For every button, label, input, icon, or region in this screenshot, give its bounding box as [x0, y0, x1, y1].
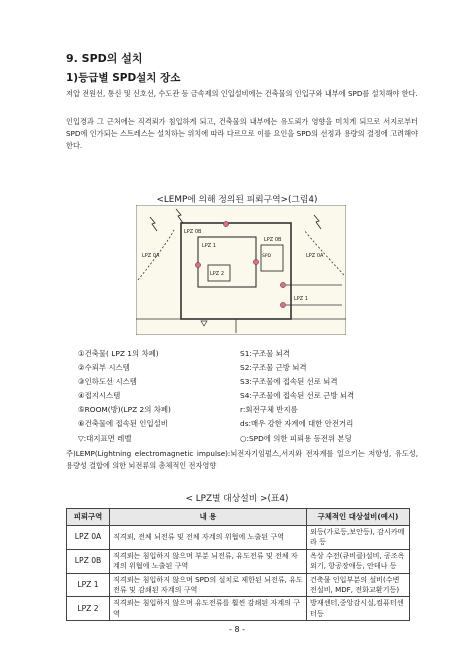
- zone-cell: LPZ 2: [67, 597, 110, 621]
- lpz-label: LPZ 0A: [142, 253, 160, 259]
- column-header: 구체적인 대상설비(예시): [307, 509, 410, 526]
- page-number: - 8 -: [229, 625, 245, 634]
- table-header-row: [67, 509, 410, 526]
- zone-cell: LPZ 0A: [67, 526, 110, 550]
- legend-left: [78, 347, 258, 446]
- lpz-label: LPZ 2: [210, 271, 224, 277]
- section-heading: 9. SPD의 설치: [66, 52, 143, 65]
- legend-item: ds:매우 강한 자계에 대한 안전거리: [240, 419, 354, 429]
- table-caption: < LPZ별 대상설비 >(표4): [185, 494, 289, 504]
- paragraph-body: 인입경과 그 근처에는 직격뢰가 침입하게 되고, 건축물의 내부에는 유도뢰가 영향을 미치게 되므로 서지로부터 SPD에 인가되는 스트레스는 설치하는 위치에 따라 다르므로 이를 요인을 SPD의 선정과 용량의 결정에 고려해야 한다.: [66, 117, 418, 151]
- legend-item: ⑤ROOM(방)(LPZ 2의 차폐): [78, 405, 171, 415]
- table-row: [67, 549, 410, 573]
- table-row: [67, 526, 410, 550]
- legend-right: [240, 347, 410, 446]
- zone-cell: LPZ 0B: [67, 549, 110, 573]
- description-cell: 직격뢰는 침입하지 않으며 유도전류를 훨씬 감쇄된 자계의 구역: [110, 597, 307, 621]
- lpz-label: LPZ 1: [202, 243, 216, 249]
- description-cell: 직격뢰, 전체 뇌전류 및 전체 자계의 위협에 노출된 구역: [110, 526, 307, 550]
- table-row: [67, 573, 410, 597]
- column-header: 내 용: [110, 509, 307, 526]
- legend-item: ④접지시스템: [78, 391, 121, 401]
- legend-item: ○:SPD에 의한 피뢰용 등전위 본딩: [240, 433, 352, 443]
- lpz-label: LPZ 0B: [264, 237, 282, 243]
- equipment-cell: 방재센터,중앙감시실,컴퓨터센터등: [307, 597, 410, 621]
- legend-item: S1:구조물 뇌격: [240, 349, 290, 358]
- legend-item: ③인하도선 시스템: [78, 377, 137, 387]
- lpz-label: LPZ 0A: [306, 253, 324, 259]
- spd-label: SPD: [262, 254, 272, 259]
- legend-item: r:회전구체 반지름: [240, 405, 298, 415]
- zone-cell: LPZ 1: [67, 573, 110, 597]
- lemp-zone-diagram: [136, 205, 346, 335]
- lpz-label: LPZ 0B: [184, 229, 202, 235]
- legend-item: ▽:대지표면 레벨: [78, 433, 132, 443]
- sub-heading: 1)등급별 SPD설치 장소: [66, 72, 181, 84]
- description-cell: 직격뢰는 침입하지 않으며 부분 뇌전류, 유도전류 및 전체 자계의 위협에 노출된 구역: [110, 549, 307, 573]
- footnote: 주)LEMP(Lightning electromagnetic impulse):뇌전자기임펄스,서지와 전자계를 일으키는 저항성, 유도성, 용량성 결합에 의한 뇌전류의 총체적인 전자영향: [66, 449, 418, 470]
- lpz-label: LPZ 1: [294, 296, 308, 302]
- lpz-equipment-table: [66, 508, 410, 621]
- paragraph-intro: 저압 전원선, 통신 및 신호선, 수도관 등 금속제의 인입설비에는 건축물의 인입구와 내부에 SPD를 설치해야 한다.: [66, 89, 418, 98]
- table-row: [67, 597, 410, 621]
- equipment-cell: 건축물 인입부분의 설비(수변전설비, MDF, 전화교환기등): [307, 573, 410, 597]
- equipment-cell: 외등(가로등,보안등), 감시카메라 등: [307, 526, 410, 550]
- legend-item: ②수뢰부 시스템: [78, 363, 130, 373]
- legend-item: ①건축물( LPZ 1의 차폐): [78, 349, 159, 358]
- description-cell: 직격뢰는 침입하지 않으며 SPD의 설치로 제한된 뇌전류, 유도전류 및 감쇄된 자계의 구역: [110, 573, 307, 597]
- legend-item: S3:구조물에 접속된 선로 뇌격: [240, 377, 338, 387]
- figure-caption: <LEMP에 의해 정의된 피뢰구역>(그림4): [156, 195, 318, 205]
- legend-item: ⑥건축물에 접속된 인입설비: [78, 419, 168, 429]
- legend-item: S2:구조물 근방 뇌격: [240, 363, 307, 373]
- legend-item: S4:구조물에 접속된 선로 근방 뇌격: [240, 391, 355, 401]
- column-header: 피뢰구역: [67, 509, 110, 526]
- equipment-cell: 옥상 수전(큐비클)설비, 공조옥외기, 항공장애등, 안테나 등: [307, 549, 410, 573]
